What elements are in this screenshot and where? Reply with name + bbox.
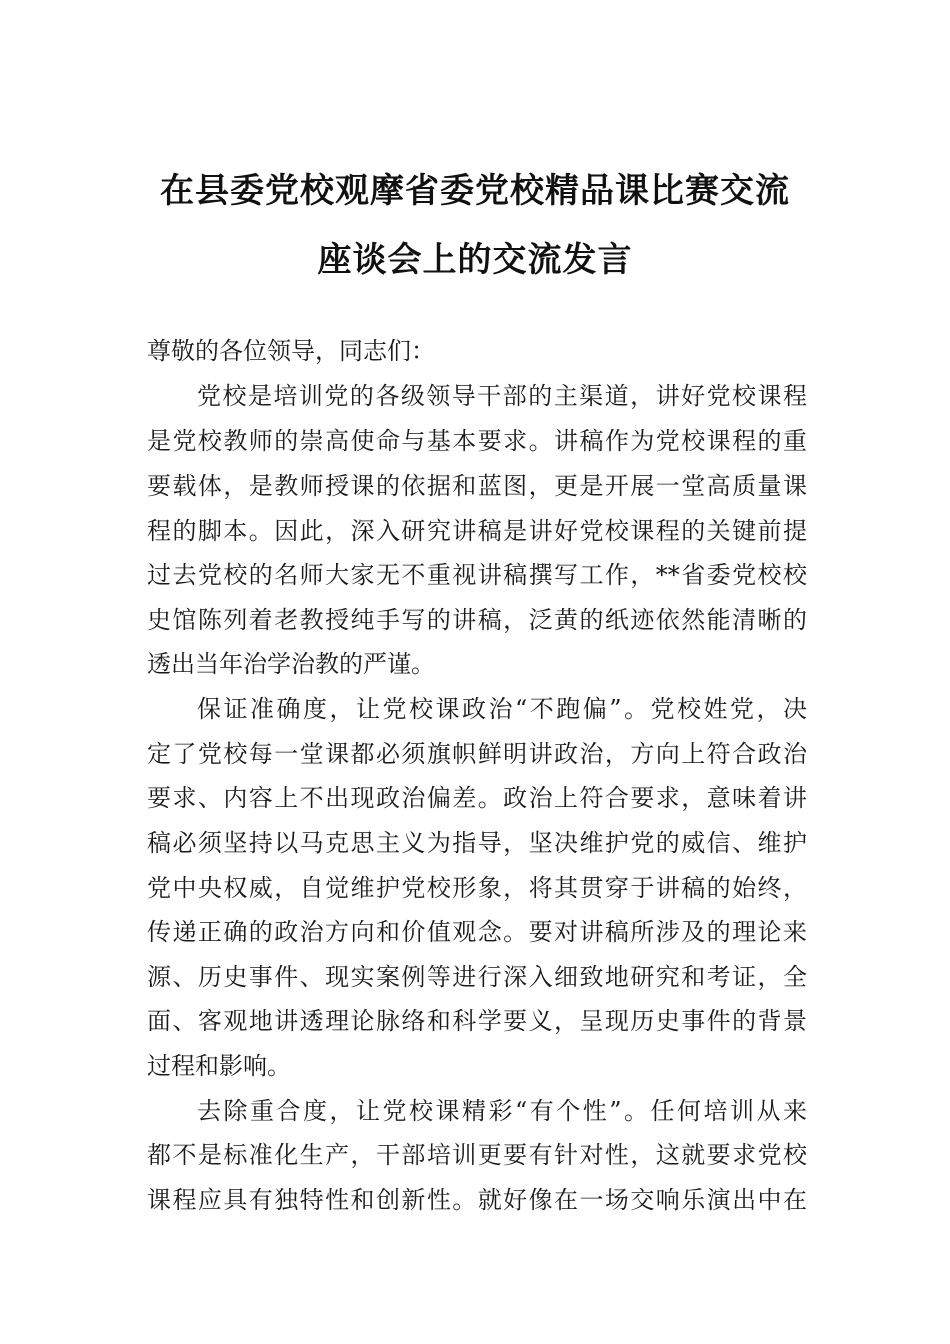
paragraph-1-line: 透出当年治学治教的严谨。 — [147, 650, 435, 678]
paragraph-1-line: 过去党校的名师大家无不重视讲稿撰写工作，**省委党校校 — [147, 561, 807, 589]
paragraph-1-line: 史馆陈列着老教授纯手写的讲稿，泛黄的纸迹依然能清晰的 — [147, 606, 807, 634]
paragraph-1-line: 是党校教师的崇高使命与基本要求。讲稿作为党校课程的重 — [147, 427, 807, 455]
paragraph-2-line: 保证准确度，让党校课政治“不跑偏”。党校姓党，决 — [197, 695, 807, 723]
paragraph-2-line: 过程和影响。 — [147, 1052, 291, 1080]
paragraph-2-line: 定了党校每一堂课都必须旗帜鲜明讲政治，方向上符合政治 — [147, 740, 807, 768]
paragraph-3-line: 去除重合度，让党校课精彩“有个性”。任何培训从来 — [197, 1097, 807, 1125]
paragraph-2-line: 党中央权威，自觉维护党校形象，将其贯穿于讲稿的始终， — [147, 874, 807, 902]
paragraph-2-line: 稿必须坚持以马克思主义为指导，坚决维护党的威信、维护 — [147, 829, 807, 857]
salutation: 尊敬的各位领导，同志们： — [147, 337, 435, 365]
paragraph-1-line: 党校是培训党的各级领导干部的主渠道，讲好党校课程 — [197, 382, 807, 410]
paragraph-1-line: 要载体，是教师授课的依据和蓝图，更是开展一堂高质量课 — [147, 472, 807, 500]
paragraph-3-line: 都不是标准化生产，干部培训更要有针对性，这就要求党校 — [147, 1141, 807, 1169]
document-title-line-2: 座谈会上的交流发言 — [317, 240, 633, 280]
paragraph-1-line: 程的脚本。因此，深入研究讲稿是讲好党校课程的关键前提 — [147, 517, 807, 545]
paragraph-3-line: 课程应具有独特性和创新性。就好像在一场交响乐演出中在 — [147, 1186, 807, 1214]
document-title-line-1: 在县委党校观摩省委党校精品课比赛交流 — [160, 171, 790, 211]
paragraph-2-line: 传递正确的政治方向和价值观念。要对讲稿所涉及的理论来 — [147, 918, 807, 946]
paragraph-2-line: 源、历史事件、现实案例等进行深入细致地研究和考证，全 — [147, 963, 807, 991]
paragraph-2-line: 面、客观地讲透理论脉络和科学要义，呈现历史事件的背景 — [147, 1007, 807, 1035]
paragraph-2-line: 要求、内容上不出现政治偏差。政治上符合要求，意味着讲 — [147, 784, 807, 812]
